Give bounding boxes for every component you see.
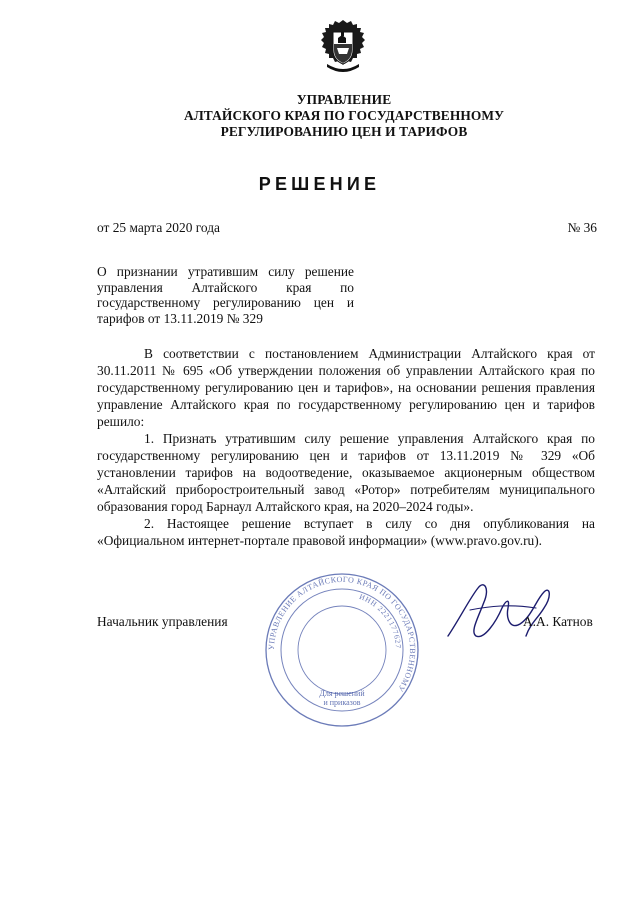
document-title: РЕШЕНИЕ (258, 174, 381, 194)
stamp-center-line: Для решений (319, 689, 365, 698)
organization-line: АЛТАЙСКОГО КРАЯ ПО ГОСУДАРСТВЕННОМУ (183, 108, 505, 123)
stamp-inn-text: ИНН 2221177627 (357, 592, 404, 650)
signatory-name: А.А. Катнов (523, 614, 593, 629)
official-stamp (262, 570, 422, 730)
organization-line: РЕГУЛИРОВАНИЮ ЦЕН И ТАРИФОВ (220, 124, 468, 139)
body-paragraph: В соответствии с постановлением Администрации Алтайского края от 30.11.2011 № 695 «Об утверждении положения об управлении Алтайского края по государственному регулированию цен и тарифов», на основании решения правления управление Алтайского края по государственному регулированию цен и тарифов решило: (97, 346, 595, 429)
document-subject: О признании утратившим силу решение управления Алтайского края по государственному регулированию цен и тарифов от 13.11.2019 № 329 (97, 264, 354, 326)
body-paragraph: 1. Признать утратившим силу решение управления Алтайского края по государственному регулированию цен и тарифов от 13.11.2019 № 329 «Об установлении тарифов на водоотведение, оказываемое акционерным обществом «Алтайский приборостроительный завод «Ротор» потребителям муниципального образования город Барнаул Алтайского края, на 2020–2024 годы». (97, 431, 595, 514)
document-number: № 36 (567, 220, 597, 235)
document-body (97, 345, 595, 549)
stamp-outer-text: УПРАВЛЕНИЕ АЛТАЙСКОГО КРАЯ ПО ГОСУДАРСТВЕННОМУ (266, 574, 418, 694)
signatory-role: Начальник управления (97, 614, 228, 629)
document-date: от 25 марта 2020 года (97, 220, 220, 235)
organization-name (150, 92, 538, 140)
stamp-center-line: и приказов (323, 698, 361, 707)
altai-coat-of-arms-icon (313, 18, 373, 78)
body-paragraph: 2. Настоящее решение вступает в силу со дня опубликования на «Официальном интернет-портале правовой информации» (www.pravo.gov.ru). (97, 516, 595, 548)
organization-line: УПРАВЛЕНИЕ (296, 92, 392, 107)
